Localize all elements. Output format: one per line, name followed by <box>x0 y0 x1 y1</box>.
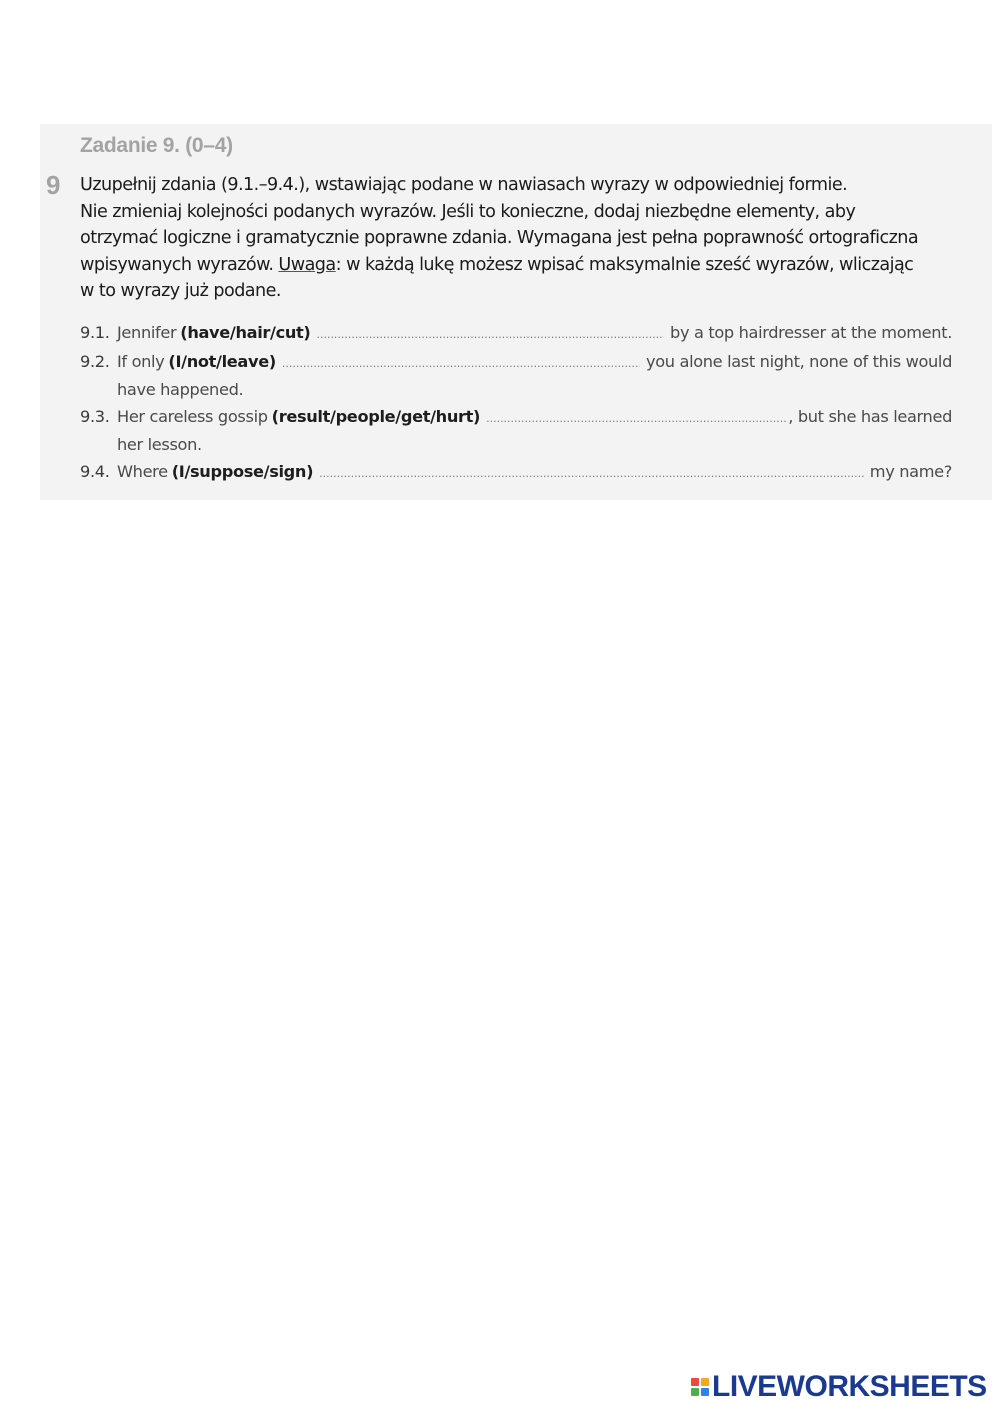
item-text-after: you alone last night, none of this would <box>646 351 952 371</box>
task-instructions <box>80 172 970 305</box>
exercise-item-9-2 <box>80 349 952 378</box>
item-content <box>117 404 952 433</box>
item-text-before: Her careless gossip <box>117 406 268 426</box>
task-title: Zadanie 9. (0–4) <box>80 134 233 157</box>
item-cue-words: (I/not/leave) <box>168 351 276 371</box>
logo-square <box>701 1388 709 1396</box>
task-number: 9 <box>46 170 61 200</box>
item-number: 9.3. <box>80 406 110 426</box>
instruction-line: Nie zmieniaj kolejności podanych wyrazów. Jeśli to konieczne, dodaj niezbędne elementy, aby <box>80 201 856 222</box>
item-text-before: If only <box>117 351 165 371</box>
instruction-line: otrzymać logiczne i gramatycznie poprawne zdania. Wymagana jest pełna poprawność ortograficzna <box>80 228 919 249</box>
instruction-line <box>80 252 970 279</box>
item-number: 9.2. <box>80 351 110 371</box>
logo-square <box>691 1388 699 1396</box>
answer-gap[interactable] <box>316 322 664 349</box>
liveworksheets-logo-icon <box>691 1378 709 1396</box>
answer-gap[interactable] <box>282 351 640 378</box>
item-content <box>117 459 952 488</box>
item-content <box>117 320 952 349</box>
exercise-item-9-4 <box>80 459 952 488</box>
instruction-line: w to wyrazy już podane. <box>80 281 281 302</box>
item-continuation: her lesson. <box>117 435 202 454</box>
instruction-text: : w każdą lukę możesz wpisać maksymalnie sześć wyrazów, wliczając <box>335 254 914 275</box>
liveworksheets-logo-text: LIVEWORKSHEETS <box>712 1370 987 1403</box>
item-text-after: , but she has learned <box>788 406 952 426</box>
exercise-item-9-1 <box>80 320 952 349</box>
exercise-items <box>80 320 952 487</box>
answer-gap[interactable] <box>319 461 864 488</box>
item-text-before: Where <box>117 461 168 481</box>
liveworksheets-logo <box>691 1372 987 1402</box>
exercise-item-9-3 <box>80 404 952 433</box>
item-cue-words: (result/people/get/hurt) <box>271 406 481 426</box>
item-text-after: my name? <box>869 461 952 481</box>
item-continuation: have happened. <box>117 380 244 399</box>
instruction-text: wpisywanych wyrazów. <box>80 254 279 275</box>
item-number: 9.4. <box>80 461 110 481</box>
item-text-after: by a top hairdresser at the moment. <box>670 323 952 342</box>
instruction-line: Uzupełnij zdania (9.1.–9.4.), wstawiając podane w nawiasach wyrazy w odpowiedniej formie. <box>80 175 848 195</box>
item-number: 9.1. <box>80 323 110 342</box>
logo-square <box>691 1378 699 1386</box>
item-cue-words: (have/hair/cut) <box>180 323 311 342</box>
item-cue-words: (I/suppose/sign) <box>171 461 314 481</box>
note-label: Uwaga <box>278 254 336 275</box>
answer-gap[interactable] <box>486 406 788 433</box>
item-content <box>117 349 952 378</box>
logo-square <box>701 1378 709 1386</box>
item-text-before: Jennifer <box>117 323 177 342</box>
